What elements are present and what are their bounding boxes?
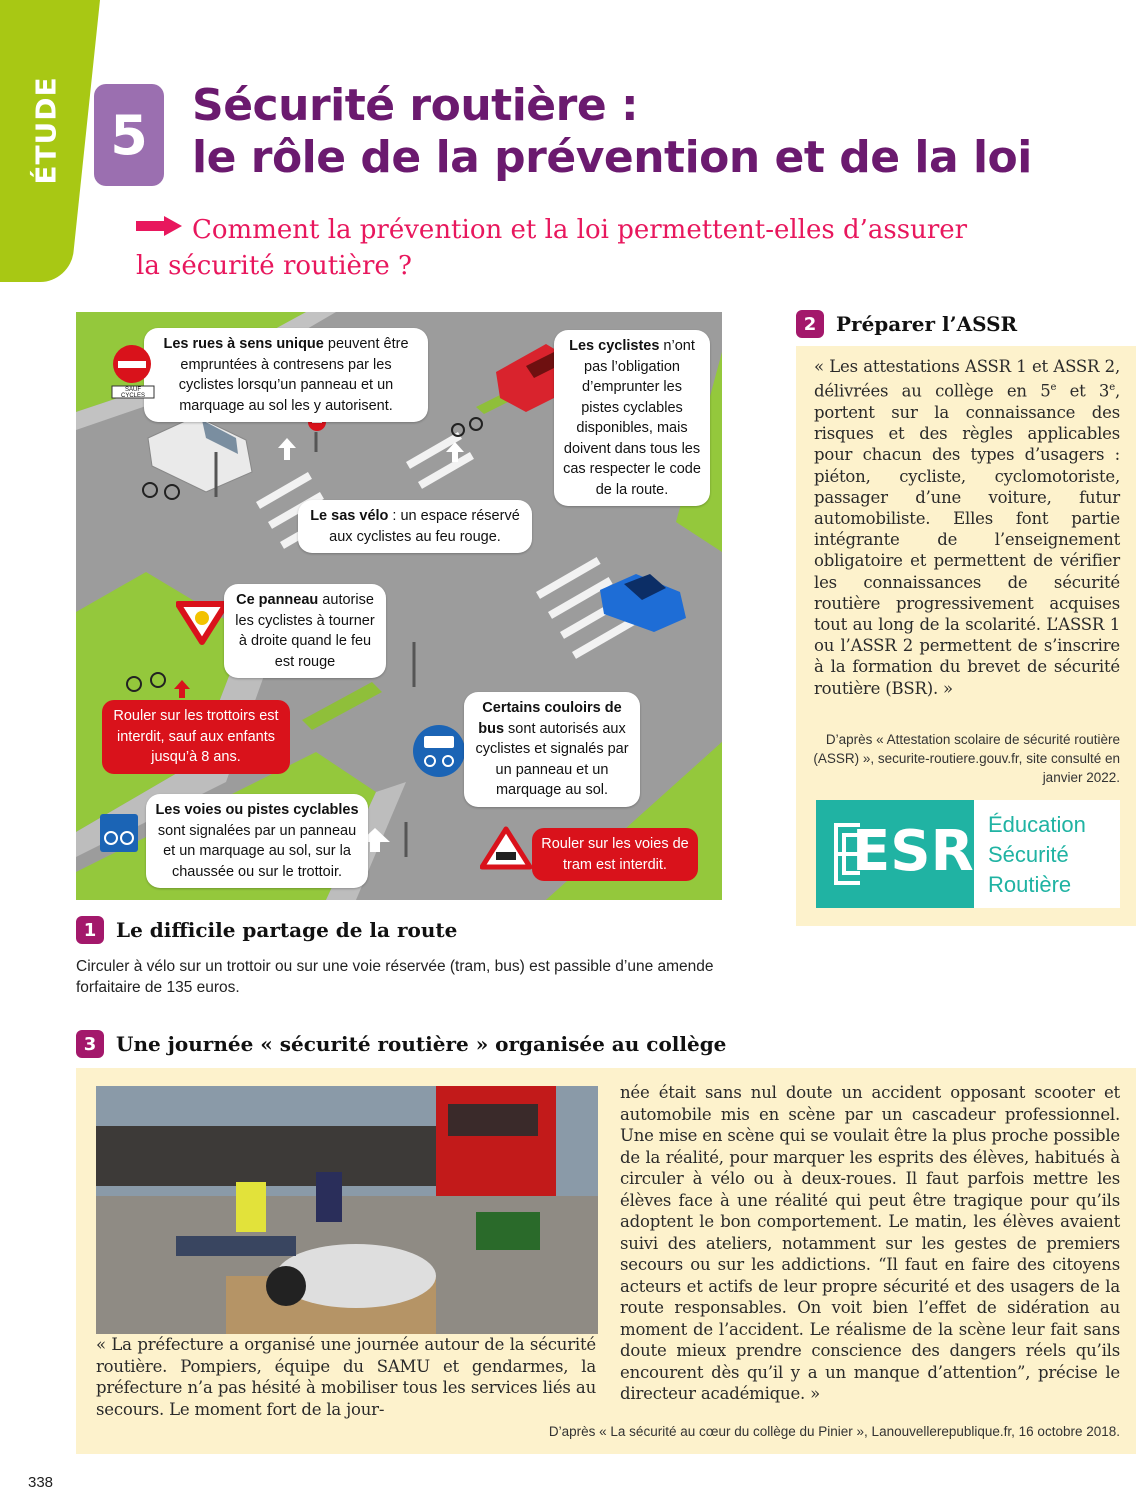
doc2-quote: « Les attestations ASSR 1 et ASSR 2, délivrées au collège en 5e et 3e, portent sur la connaissance des risques et des règles applicables pour chacun des types d’usagers : piéton, cycliste, cyclomotoriste, passager d’une voiture, futur automobiliste. Elles font partie intégrante de l’enseignement obligatoire et permettent de vérifier les connaissances de sécurité routière progressivement acquises tout au long de la scolarité. L’ASSR 1 ou l’ASSR 2 permettent de s’inscrire à la formation du brevet de sécurité routière (BSR). » (814, 357, 1120, 698)
tram-warning-sign-icon (480, 826, 532, 870)
doc1-header (76, 916, 457, 944)
bike-lane-sign-icon (100, 814, 138, 852)
bubble-cyclistes: Les cyclistes n’ont pas l’obligation d’emprunter les pistes cyclables disponibles, mais doivent dans tous les cas respecter le code de la route. (554, 330, 710, 506)
arrow-up-icon (174, 680, 190, 698)
bus-lane-sign-icon (412, 724, 466, 778)
doc2-source: D’après « Attestation scolaire de sécurité routière (ASSR) », securite-routiere.gouv.fr, site consulté en janvier 2022. (813, 732, 1120, 785)
title-line-1: Sécurité routière : (192, 80, 639, 131)
arrow-right-icon (136, 216, 182, 236)
side-tab-label: ÉTUDE (29, 75, 63, 185)
page-number: 338 (28, 1474, 54, 1491)
doc1-caption: Circuler à vélo sur un trottoir ou sur une voie réservée (tram, bus) est passible d’une amende forfaitaire de 135 euros. (76, 958, 714, 996)
bubble-panneau: Ce panneau autorise les cyclistes à tourner à droite quand le feu est rouge (224, 584, 386, 678)
esr-logo-text (974, 800, 1120, 908)
esr-line-1: Éducation (988, 812, 1086, 837)
esr-logo-mark (816, 800, 974, 908)
doc2-number: 2 (796, 310, 824, 338)
doc2-box (796, 346, 1136, 926)
page-title (192, 80, 1132, 184)
chapter-number: 5 (94, 84, 164, 186)
doc3-title: Une journée « sécurité routière » organisée au collège (116, 1032, 727, 1056)
bubble-trottoirs: Rouler sur les trottoirs est interdit, sauf aux enfants jusqu’à 8 ans. (102, 700, 290, 774)
question-line-1: Comment la prévention et la loi permettent-elles d’assurer (192, 215, 968, 245)
sauf-cycles-label: SAUF CYCLES (120, 387, 145, 399)
doc3-number: 3 (76, 1030, 104, 1058)
doc1-number: 1 (76, 916, 104, 944)
doc3-quote-left: « La préfecture a organisé une journée autour de la sécurité routière. Pompiers, équipe du SAMU et gendarmes, la préfecture n’a pas hésité à mobiliser tous les services liés au secours. Le moment fort de la jour- (96, 1335, 596, 1419)
problem-question (136, 212, 1116, 284)
question-line-2: la sécurité routière ? (136, 251, 412, 281)
accident-simulation-photo (96, 1086, 598, 1334)
bubble-tram: Rouler sur les voies de tram est interdit. (532, 828, 698, 881)
esr-line-3: Routière (988, 872, 1072, 897)
title-line-2: le rôle de la prévention et de la loi (192, 132, 1032, 183)
esr-logo-letters: ESR (852, 819, 974, 884)
doc1-title: Le difficile partage de la route (116, 918, 458, 942)
esr-line-2: Sécurité (988, 842, 1069, 867)
esr-logo (816, 800, 1120, 908)
road-illustration (76, 312, 722, 900)
doc2-header (796, 310, 1017, 338)
doc3-source: D’après « La sécurité au cœur du collège du Pinier », Lanouvellerepublique.fr, 16 octobre 2018. (548, 1424, 1120, 1439)
doc2-title: Préparer l’ASSR (836, 312, 1018, 336)
doc3-quote-right: née était sans nul doute un accident opposant scooter et automobile mis en scène par un cascadeur professionnel. Une mise en scène qui se voulait être la plus proche possible de la réalité, pour marquer les esprits des élèves, habitués à circuler à vélo ou à deux-roues. Il faut parfois mettre les élèves face à une réalité qui peut être tragique pour qu’ils adoptent le bon comportement. Le matin, les élèves avaient suivi des ateliers, notamment sur les gestes de premiers secours ou sur les addictions. “Il faut en faire des citoyens acteurs et actifs de leur propre sécurité et des usagers de la route responsables. On voit bien l’effet de sidération au moment de l’accident. Le réalisme de la scène leur fait sans doute mieux prendre conscience des dangers réels qu’ils encourent dès qu’il y a un manque d’attention”, précise le directeur académique. » (620, 1083, 1120, 1403)
cyclist-turn-right-sign-icon (176, 600, 228, 646)
bubble-bus: Certains couloirs de bus sont autorisés aux cyclistes et signalés par un panneau et un marquage au sol. (464, 692, 640, 807)
doc3-box (76, 1068, 1136, 1454)
bubble-contresens: Les rues à sens unique peuvent être empruntées à contresens par les cyclistes lorsqu’un panneau et un marquage au sol les y autorisent. (144, 328, 428, 422)
doc3-header (76, 1030, 726, 1058)
bubble-sas-velo: Le sas vélo : un espace réservé aux cyclistes au feu rouge. (298, 500, 532, 553)
bubble-voies-cyclables: Les voies ou pistes cyclables sont signalées par un panneau et un marquage au sol, sur la chaussée ou sur le trottoir. (146, 794, 368, 888)
